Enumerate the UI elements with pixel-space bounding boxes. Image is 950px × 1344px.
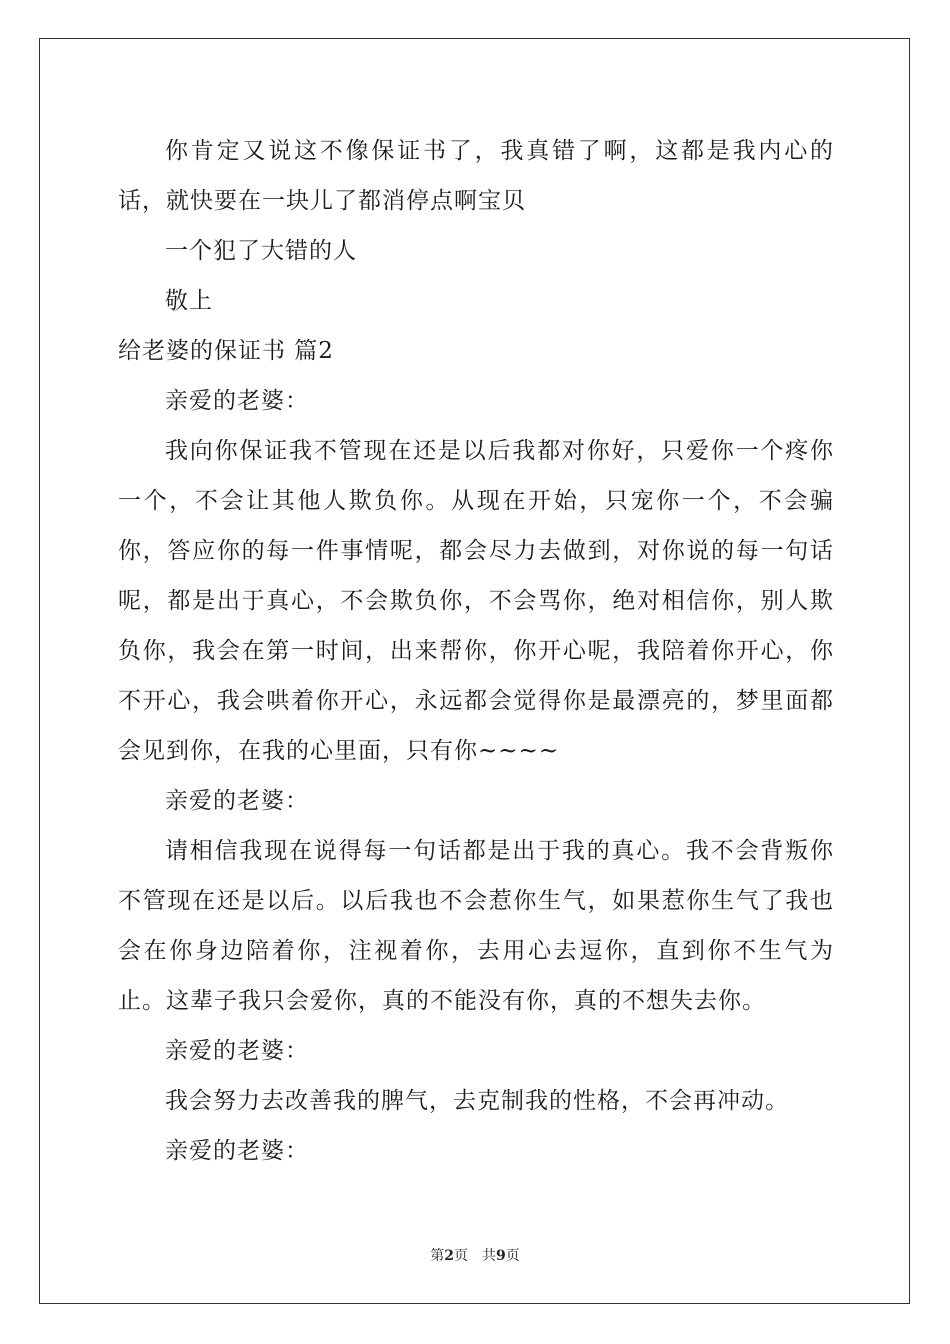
document-body bbox=[118, 126, 834, 1176]
paragraph-promise-2: 请相信我现在说得每一句话都是出于我的真心。我不会背叛你不管现在还是以后。以后我也不会惹你生气，如果惹你生气了我也会在你身边陪着你，注视着你，去用心去逗你，直到你不生气为止。这辈子我只会爱你，真的不能没有你，真的不想失去你。 bbox=[118, 838, 834, 1014]
section-heading: 给老婆的保证书 篇2 bbox=[118, 338, 334, 364]
salutation-3: 亲爱的老婆： bbox=[165, 1038, 309, 1064]
total-prefix: 共 bbox=[482, 1248, 496, 1264]
salutation-4: 亲爱的老婆： bbox=[165, 1138, 309, 1164]
salutation-2: 亲爱的老婆： bbox=[165, 788, 309, 814]
page-prefix: 第 bbox=[430, 1248, 445, 1264]
page-footer bbox=[0, 1245, 950, 1265]
page-suffix: 页 bbox=[454, 1248, 468, 1264]
paragraph-signature-line: 一个犯了大错的人 bbox=[165, 238, 357, 264]
salutation-1: 亲爱的老婆： bbox=[165, 388, 309, 414]
total-pages: 9 bbox=[496, 1248, 506, 1264]
page-number: 2 bbox=[444, 1248, 454, 1264]
paragraph-promise-3: 我会努力去改善我的脾气，去克制我的性格，不会再冲动。 bbox=[165, 1088, 789, 1114]
paragraph-promise-1: 我向你保证我不管现在还是以后我都对你好，只爱你一个疼你一个，不会让其他人欺负你。从现在开始，只宠你一个，不会骗你，答应你的每一件事情呢，都会尽力去做到，对你说的每一句话呢，都是出于真心，不会欺负你，不会骂你，绝对相信你，别人欺负你，我会在第一时间，出来帮你，你开心呢，我陪着你开心，你不开心，我会哄着你开心，永远都会觉得你是最漂亮的，梦里面都会见到你，在我的心里面，只有你~~~~ bbox=[118, 438, 834, 764]
paragraph-closing: 敬上 bbox=[165, 288, 213, 314]
paragraph-1: 你肯定又说这不像保证书了，我真错了啊，这都是我内心的话，就快要在一块儿了都消停点啊宝贝 bbox=[118, 138, 834, 214]
total-suffix: 页 bbox=[505, 1248, 520, 1264]
